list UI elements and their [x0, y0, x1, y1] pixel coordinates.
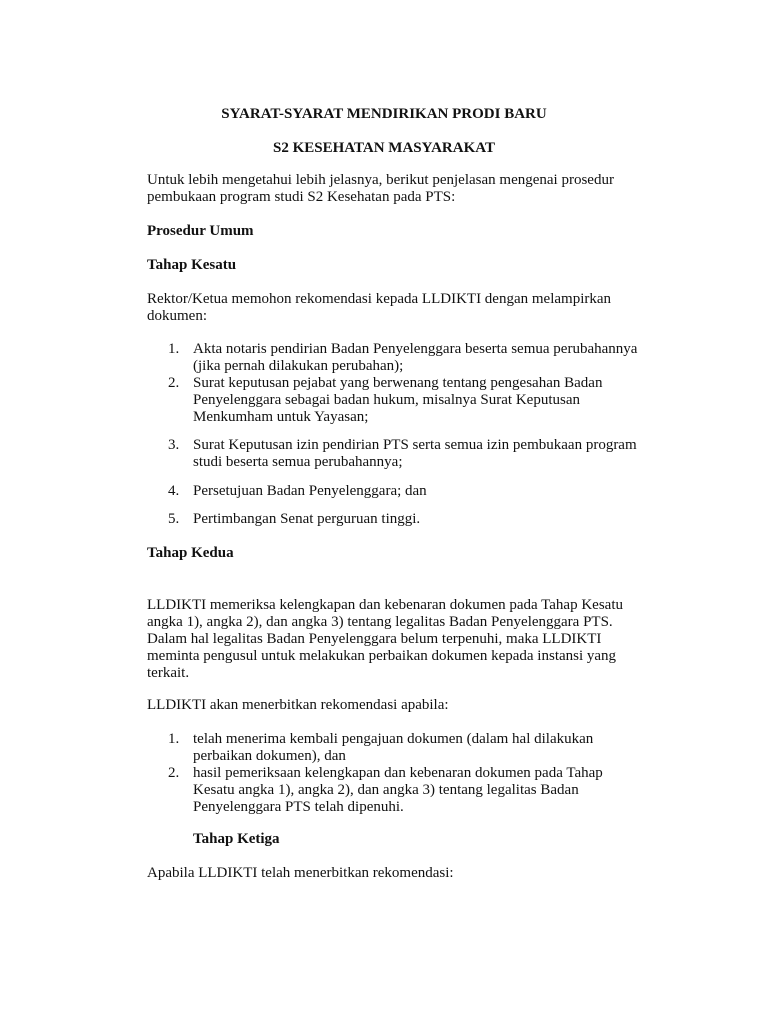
heading-tahap-kedua: Tahap Kedua — [147, 545, 234, 561]
text-line: hasil pemeriksaan kelengkapan dan kebenaran dokumen pada Tahap — [193, 765, 603, 781]
list-number: 2. — [168, 765, 180, 781]
text-line: telah menerima kembali pengajuan dokumen (dalam hal dilakukan — [193, 731, 594, 747]
intro-paragraph — [147, 172, 659, 206]
list-number: 3. — [168, 437, 180, 453]
heading-tahap-ketiga: Tahap Ketiga — [193, 831, 280, 847]
text-line: Akta notaris pendirian Badan Penyelenggara beserta semua perubahannya — [193, 341, 638, 357]
list-number: 1. — [168, 731, 180, 747]
text-line: studi beserta semua perubahannya; — [193, 454, 403, 470]
text-line: pembukaan program studi S2 Kesehatan pada PTS: — [147, 189, 456, 205]
text-line: Penyelenggara PTS telah dipenuhi. — [193, 799, 404, 815]
text-line: Persetujuan Badan Penyelenggara; dan — [193, 483, 427, 499]
kedua-intro: LLDIKTI akan menerbitkan rekomendasi apabila: — [147, 697, 449, 713]
text-line: Penyelenggara sebagai badan hukum, misalnya Surat Keputusan — [193, 392, 580, 408]
kedua-paragraph — [147, 597, 659, 682]
document-subtitle: S2 KESEHATAN MASYARAKAT — [273, 140, 495, 156]
text-line: terkait. — [147, 665, 190, 681]
ketiga-intro: Apabila LLDIKTI telah menerbitkan rekomendasi: — [147, 865, 454, 881]
text-line: dokumen: — [147, 308, 207, 324]
text-line: Surat Keputusan izin pendirian PTS serta semua izin pembukaan program — [193, 437, 637, 453]
text-line: (jika pernah dilakukan perubahan); — [193, 358, 404, 374]
text-line: Untuk lebih mengetahui lebih jelasnya, berikut penjelasan mengenai prosedur — [147, 172, 614, 188]
text-line: Rektor/Ketua memohon rekomendasi kepada LLDIKTI dengan melampirkan — [147, 291, 612, 307]
list-number: 4. — [168, 483, 180, 499]
list-number: 5. — [168, 511, 180, 527]
text-line: perbaikan dokumen), dan — [193, 748, 346, 764]
list-number: 1. — [168, 341, 180, 357]
text-line: Pertimbangan Senat perguruan tinggi. — [193, 511, 421, 527]
text-line: Kesatu angka 1), angka 2), dan angka 3) tentang legalitas Badan — [193, 782, 579, 798]
text-line: meminta pengusul untuk melakukan perbaikan dokumen kepada instansi yang — [147, 648, 617, 664]
text-line: Surat keputusan pejabat yang berwenang tentang pengesahan Badan — [193, 375, 603, 391]
text-line: Menkumham untuk Yayasan; — [193, 409, 369, 425]
text-line: Dalam hal legalitas Badan Penyelenggara belum terpenuhi, maka LLDIKTI — [147, 631, 602, 647]
text-line: LLDIKTI memeriksa kelengkapan dan kebenaran dokumen pada Tahap Kesatu — [147, 597, 623, 613]
list-number: 2. — [168, 375, 180, 391]
document-title: SYARAT-SYARAT MENDIRIKAN PRODI BARU — [221, 106, 547, 122]
kesatu-intro-paragraph — [147, 291, 659, 325]
heading-tahap-kesatu: Tahap Kesatu — [147, 257, 237, 273]
text-line: angka 1), angka 2), dan angka 3) tentang legalitas Badan Penyelenggara PTS. — [147, 614, 613, 630]
heading-prosedur-umum: Prosedur Umum — [147, 223, 254, 239]
